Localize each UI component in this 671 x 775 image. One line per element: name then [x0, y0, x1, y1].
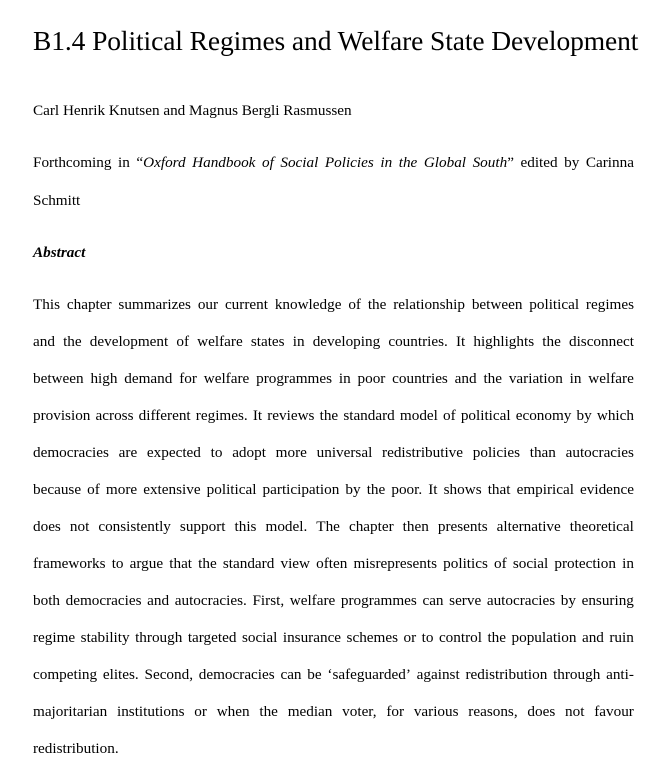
- abstract-line: provision across different regimes. It reviews the standard model of political economy by which: [33, 407, 634, 424]
- abstract-line: between high demand for welfare programmes in poor countries and the variation in welfare: [33, 370, 634, 387]
- publication-editor: Schmitt: [33, 192, 81, 209]
- abstract-line: does not consistently support this model. The chapter then presents alternative theoretical: [33, 518, 634, 535]
- abstract-line: competing elites. Second, democracies can be ‘safeguarded’ against redistribution through anti-: [33, 666, 634, 683]
- abstract-line: both democracies and autocracies. First, welfare programmes can serve autocracies by ensuring: [33, 592, 634, 609]
- abstract-line: and the development of welfare states in developing countries. It highlights the disconnect: [33, 333, 634, 350]
- abstract-heading: Abstract: [33, 244, 86, 261]
- abstract-line: because of more extensive political participation by the poor. It shows that empirical evidence: [33, 481, 634, 498]
- abstract-line: frameworks to argue that the standard view often misrepresents politics of social protection in: [33, 555, 634, 572]
- publication-note-line-1: Forthcoming in “Oxford Handbook of Social Policies in the Global South” edited by Carinna: [33, 154, 634, 171]
- abstract-line: democracies are expected to adopt more universal redistributive policies than autocracies: [33, 444, 634, 461]
- abstract-line: regime stability through targeted social insurance schemes or to control the population and ruin: [33, 629, 634, 646]
- publication-note: [33, 152, 634, 212]
- abstract-line: redistribution.: [33, 740, 119, 757]
- abstract-line: This chapter summarizes our current knowledge of the relationship between political regimes: [33, 296, 634, 313]
- authors: Carl Henrik Knutsen and Magnus Bergli Rasmussen: [33, 102, 352, 119]
- page-title: B1.4 Political Regimes and Welfare State Development: [33, 25, 639, 56]
- abstract-line: majoritarian institutions or when the median voter, for various reasons, does not favour: [33, 703, 634, 720]
- abstract-body: [33, 294, 634, 775]
